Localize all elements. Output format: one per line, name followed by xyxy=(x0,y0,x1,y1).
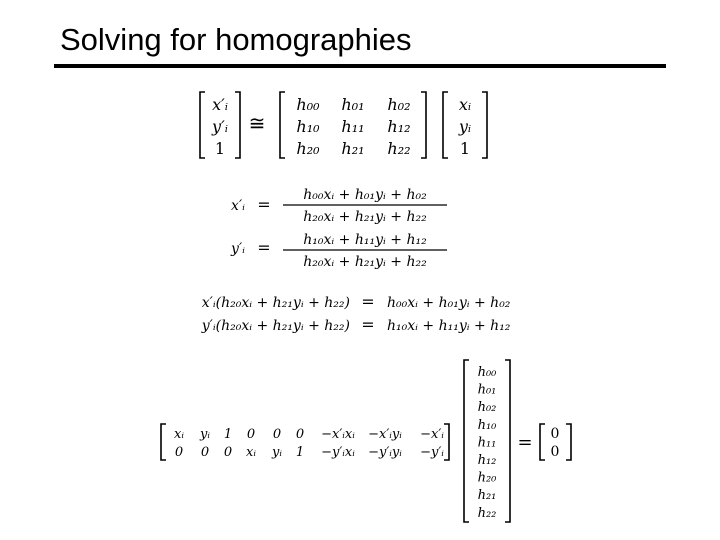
h-vector-entry: h₀₀ xyxy=(477,365,497,380)
system-equals: = xyxy=(517,432,533,453)
a-row2-cell: −y′ᵢxᵢ xyxy=(321,445,355,460)
a-row2-cell: −y′ᵢyᵢ xyxy=(368,445,402,460)
a-row1-cell: xᵢ xyxy=(174,427,184,442)
cross-multiplied-equations xyxy=(201,292,511,334)
zero-1: 0 xyxy=(550,426,560,442)
h-vector-entry: h₀₁ xyxy=(477,382,497,398)
h11: h₁₁ xyxy=(341,117,365,136)
rhs-x: xᵢ xyxy=(458,95,472,114)
a-row2-cell: 0 xyxy=(223,445,233,460)
row2-lhs: y′ᵢ(h₂₀xᵢ + h₂₁yᵢ + h₂₂) xyxy=(201,318,350,334)
a-row2-cell: xᵢ xyxy=(246,445,256,460)
A-matrix xyxy=(161,424,449,460)
a-row2-cell: 0 xyxy=(200,445,210,460)
a-row1-cell: 1 xyxy=(223,427,233,442)
a-row1-cell: −x′ᵢ xyxy=(420,427,444,442)
rhs-vector xyxy=(443,92,487,158)
ratio-equations xyxy=(230,187,447,270)
h-vector xyxy=(464,360,510,522)
row1-lhs: x′ᵢ(h₂₀xᵢ + h₂₁yᵢ + h₂₂) xyxy=(201,295,350,311)
lhs-x-prime: x′ᵢ xyxy=(212,95,228,114)
lhs-one: 1 xyxy=(214,139,226,158)
a-row1-cell: yᵢ xyxy=(200,427,210,442)
x-numerator: h₀₀xᵢ + h₀₁yᵢ + h₀₂ xyxy=(303,187,427,203)
h20: h₂₀ xyxy=(296,139,320,158)
homography-matrix xyxy=(280,92,426,158)
rhs-y: yᵢ xyxy=(458,117,472,136)
a-row1-cell: 0 xyxy=(246,427,256,442)
h-vector-entry: h₂₁ xyxy=(477,488,497,504)
congruence-symbol: ≅ xyxy=(248,111,266,135)
zero-2: 0 xyxy=(550,444,560,460)
h-vector-entry: h₂₀ xyxy=(477,470,497,486)
h10: h₁₀ xyxy=(296,117,320,136)
h-vector-entry: h₀₂ xyxy=(477,400,497,416)
h12: h₁₂ xyxy=(387,117,411,136)
a-row2-cell: −y′ᵢ xyxy=(420,445,444,460)
x-equals: = xyxy=(257,195,271,214)
h01: h₀₁ xyxy=(341,95,365,114)
h02: h₀₂ xyxy=(387,95,411,114)
a-row2-cell: 1 xyxy=(295,445,305,460)
row2-equals: = xyxy=(361,315,375,334)
row1-rhs: h₀₀xᵢ + h₀₁yᵢ + h₀₂ xyxy=(387,295,511,311)
h-vector-entry: h₁₁ xyxy=(477,435,497,451)
y-equals: = xyxy=(257,238,271,257)
rhs-one: 1 xyxy=(459,139,471,158)
a-row1-cell: 0 xyxy=(272,427,282,442)
slide-title: Solving for homographies xyxy=(60,22,412,57)
x-prime-lhs: x′ᵢ xyxy=(231,198,245,214)
h-vector-entry: h₁₂ xyxy=(477,453,497,468)
row2-rhs: h₁₀xᵢ + h₁₁yᵢ + h₁₂ xyxy=(387,318,511,334)
a-row1-cell: 0 xyxy=(295,427,305,442)
row1-equals: = xyxy=(361,292,375,311)
h21: h₂₁ xyxy=(341,139,365,158)
a-row1-cell: −x′ᵢxᵢ xyxy=(321,427,355,442)
linear-system-equation xyxy=(161,360,571,522)
a-row1-cell: −x′ᵢyᵢ xyxy=(368,427,402,442)
h-vector-entry: h₂₂ xyxy=(477,505,497,521)
zero-vector xyxy=(540,424,571,460)
y-denominator: h₂₀xᵢ + h₂₁yᵢ + h₂₂ xyxy=(303,254,427,270)
a-row2-cell: yᵢ xyxy=(272,445,282,460)
a-row2-cell: 0 xyxy=(174,445,184,460)
h22: h₂₂ xyxy=(387,139,411,158)
h-vector-entry: h₁₀ xyxy=(477,417,497,433)
y-prime-lhs: y′ᵢ xyxy=(231,241,245,257)
y-numerator: h₁₀xᵢ + h₁₁yᵢ + h₁₂ xyxy=(303,232,427,248)
lhs-y-prime: y′ᵢ xyxy=(212,117,228,136)
h00: h₀₀ xyxy=(296,95,320,114)
x-denominator: h₂₀xᵢ + h₂₁yᵢ + h₂₂ xyxy=(303,209,427,225)
lhs-vector xyxy=(200,92,240,158)
